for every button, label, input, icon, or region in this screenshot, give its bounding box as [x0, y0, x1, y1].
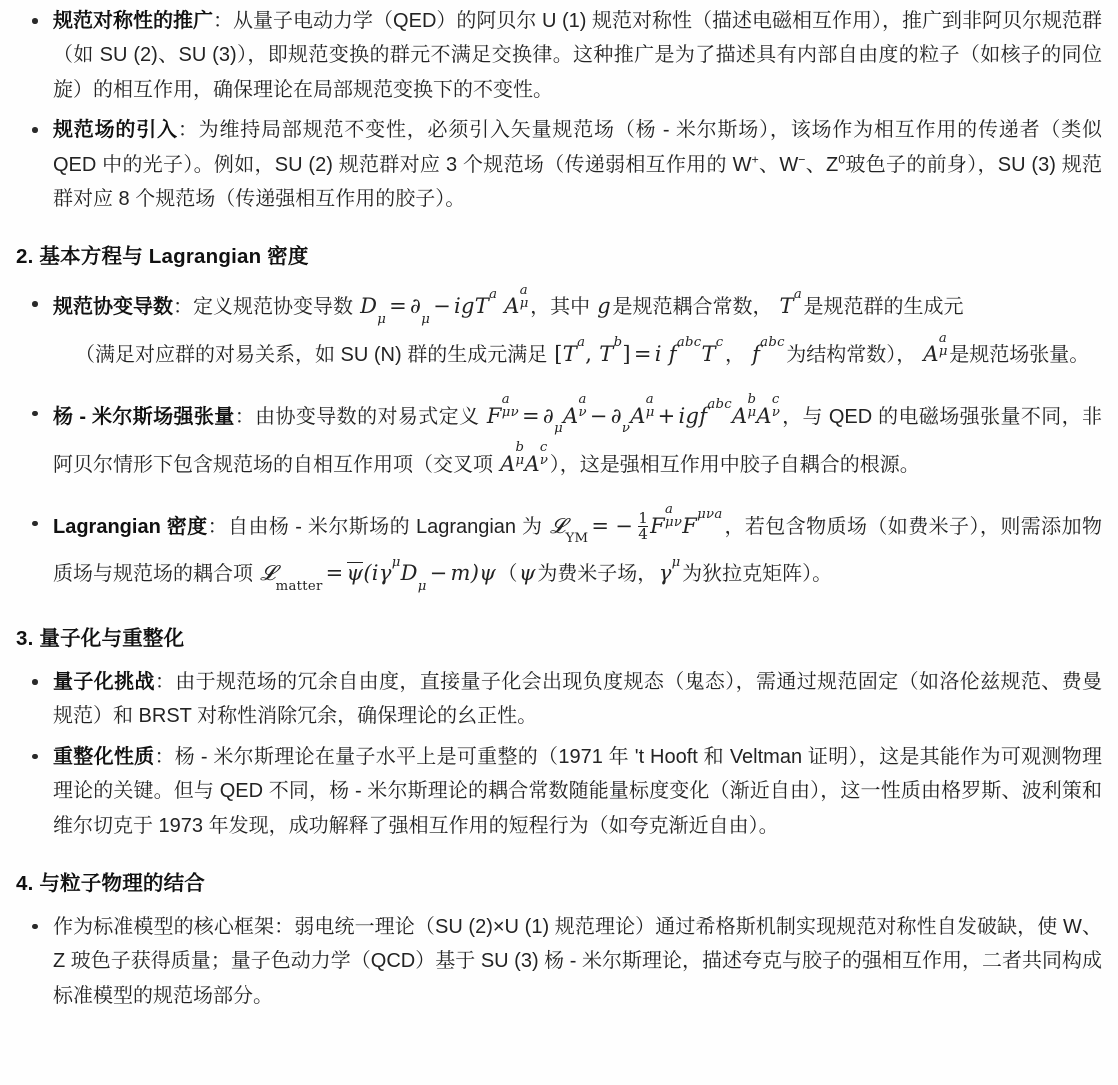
bullet-separator: ： — [207, 515, 229, 538]
w-minus-superscript: − — [798, 151, 806, 166]
bullet-lead-label: 规范协变导数 — [53, 296, 173, 319]
heading-number: 4. — [16, 872, 34, 896]
bullet-body-text: 从量子电动力学（QED）的阿贝尔 U (1) 规范对称性（描述电磁相互作用），推广到非阿贝尔规范群（如 SU (2)、SU (3)），即规范变换的群元不满足交换律。这种推广是为了描述具有内部自由度的粒子（如核子的同位旋）的相互作用，确保理论在局部规范变换下的不变性。 — [53, 10, 1103, 101]
equation-commutation-relation: [$T^a$, $T^b] = i$ $f^{abc}T^c$ — [554, 335, 724, 366]
variable-T-a: $T^a$ — [779, 287, 803, 319]
bullet-text-before-equation: 自由杨 - 米尔斯场的 Lagrangian 为 — [228, 515, 543, 538]
bullet-covariant-derivative — [8, 283, 1102, 379]
bullet-lagrangian-density — [8, 503, 1102, 599]
variable-psi: ψ — [519, 561, 536, 586]
section-heading-basic-equations — [16, 242, 1102, 273]
bullet-separator: ： — [154, 745, 175, 768]
bullet-lead-label: 杨 - 米尔斯场强张量 — [53, 405, 235, 428]
bullet-body-text: 由于规范场的冗余自由度，直接量子化会出现负度规态（鬼态），需通过规范固定（如洛伦兹规范、费曼规范）和 BRST 对称性消除冗余，确保理论的幺正性。 — [53, 671, 1103, 728]
bullet-text-end: ），这是强相互作用中胶子自耦合的根源。 — [549, 453, 920, 476]
heading-text: 与粒子物理的结合 — [39, 872, 206, 896]
bullet-lead-label: Lagrangian 密度 — [53, 515, 208, 538]
equation-covariant-derivative: $D_\mu= \partial_\mu- igT^a$ A a μ — [360, 282, 529, 327]
equation-lagrangian-ym: 𝓛$_{YM}$= − $\frac{1}{4}$ F a μν $F^{\mu\nu a}$ — [549, 502, 723, 546]
bullet-body-text: 弱电统一理论（SU (2)×U (1) 规范理论）通过希格斯机制实现规范对称性自发破缺，使 W、Z 玻色子获得质量；量子色动力学（QCD）基于 SU (3) 杨 - 米尔斯理论，描述夸克与胶子的强相互作用，二者共同构成标准模型的规范场部分。 — [53, 915, 1103, 1007]
bullet-gauge-symmetry-generalization — [8, 4, 1102, 107]
section-heading-particle-physics — [16, 869, 1102, 900]
bullet-gauge-field-introduction — [8, 113, 1102, 216]
heading-text: 量子化与重整化 — [39, 627, 185, 651]
bullet-text-end-3: 为狄拉克矩阵）。 — [682, 563, 833, 586]
text-mid-2: 是规范耦合常数， — [612, 296, 773, 319]
bullet-standard-model-core — [8, 910, 1102, 1013]
z-zero-superscript: 0 — [838, 151, 846, 166]
bullet-separator: ： — [177, 119, 199, 142]
heading-number: 3. — [16, 627, 34, 651]
bullet-list-gauge-symmetry — [8, 4, 1102, 216]
bullet-body-text-part3: 、Z — [805, 153, 839, 176]
comma-separator: ， — [725, 343, 745, 366]
bullet-body-text-part1: 为维持局部规范不变性，必须引入矢量规范场（杨 - 米尔斯场），该场作为相互作用的传递者（类似 QED 中的光子）。例如，SU (2) 规范群对应 3 个规范场（传递弱相互作用的 W — [53, 119, 1103, 176]
w-plus-superscript: + — [751, 151, 759, 166]
bullet-field-strength-tensor — [8, 393, 1102, 489]
bullet-text-after-equation: ，若包含物质场（如费米子），则需添加物质场与规范场的耦合项 — [53, 515, 1102, 586]
equation-field-strength-tensor: F a μν = $\partial_\mu A$ a ν − $\partial_\nu A$ a μ + igf$^{abc}$A b μ A c ν — [486, 392, 781, 437]
variable-A-a-mu: A a μ — [923, 330, 948, 366]
bullet-separator: ： — [154, 671, 176, 694]
bullet-separator: ： — [213, 10, 234, 32]
bullet-text-after-equation: ，与 QED 的电磁场强张量不同，非阿贝尔情形下包含规范场的自相互作用项（交叉项 — [53, 405, 1103, 476]
line2-text-mid: 为结构常数）， — [786, 343, 917, 366]
bullet-text-before-equation: 由协变导数的对易式定义 — [255, 405, 480, 428]
text-mid-1: ，其中 — [530, 296, 591, 319]
bullet-separator: ： — [234, 405, 256, 428]
equation-cross-term: A b μ A c ν — [500, 440, 549, 476]
bullet-body-text: 杨 - 米尔斯理论在量子水平上是可重整的（1971 年 't Hooft 和 Veltman 证明），这是其能作为可观测物理理论的关键。但与 QED 不同，杨 - 米尔斯理论的耦合常数随能量标度变化（渐近自由），这一性质由格罗斯、波利策和维尔切克于 1973 年发现，成功解释了强相互作用的短程行为（如夸克渐近自由）。 — [53, 745, 1102, 837]
line2-text-before: （满足对应群的对易关系，如 SU (N) 群的生成元满足 — [75, 343, 548, 366]
heading-number: 2. — [16, 245, 34, 269]
bullet-lead-label: 量子化挑战 — [53, 671, 155, 694]
bullet-body-text-part4: 玻色子的前身），SU (3) 规范群对应 8 个规范场（传递强相互作用的胶子）。 — [53, 153, 1103, 210]
section-heading-quantization — [16, 624, 1102, 655]
bullet-list-basic-equations — [8, 283, 1102, 598]
bullet-renormalizability — [8, 740, 1102, 843]
heading-text: 基本方程与 Lagrangian 密度 — [39, 245, 309, 269]
bullet-list-quantization — [8, 665, 1102, 843]
text-mid-3: 是规范群的生成元 — [803, 296, 964, 319]
line2-text-after: 是规范场张量。 — [949, 343, 1090, 366]
bullet-separator: ： — [173, 296, 193, 319]
bullet-body-text-part2: 、W — [758, 153, 799, 176]
bullet-lead-label: 作为标准模型的核心框架 — [53, 915, 275, 938]
bullet-separator: ： — [274, 915, 295, 938]
bullet-list-particle-physics — [8, 910, 1102, 1013]
bullet-text-before-equation: 定义规范协变导数 — [193, 296, 353, 319]
bullet-quantization-challenge — [8, 665, 1102, 734]
variable-f-abc: $f^{abc}$ — [752, 335, 785, 366]
variable-g: g — [597, 294, 611, 319]
bullet-text-end-2: 为费米子场， — [537, 563, 658, 586]
bullet-lead-label: 重整化性质 — [53, 745, 155, 768]
bullet-lead-label: 规范场的引入 — [53, 119, 178, 142]
bullet-lead-label: 规范对称性的推广 — [53, 10, 214, 32]
bullet-text-end-1: （ — [497, 563, 518, 586]
variable-gamma-mu: $\gamma^\mu$ — [658, 554, 681, 586]
equation-lagrangian-matter: 𝓛$_{matter}$= $\psi(i\gamma^\mu D_\mu- m)\psi$ — [260, 554, 497, 594]
